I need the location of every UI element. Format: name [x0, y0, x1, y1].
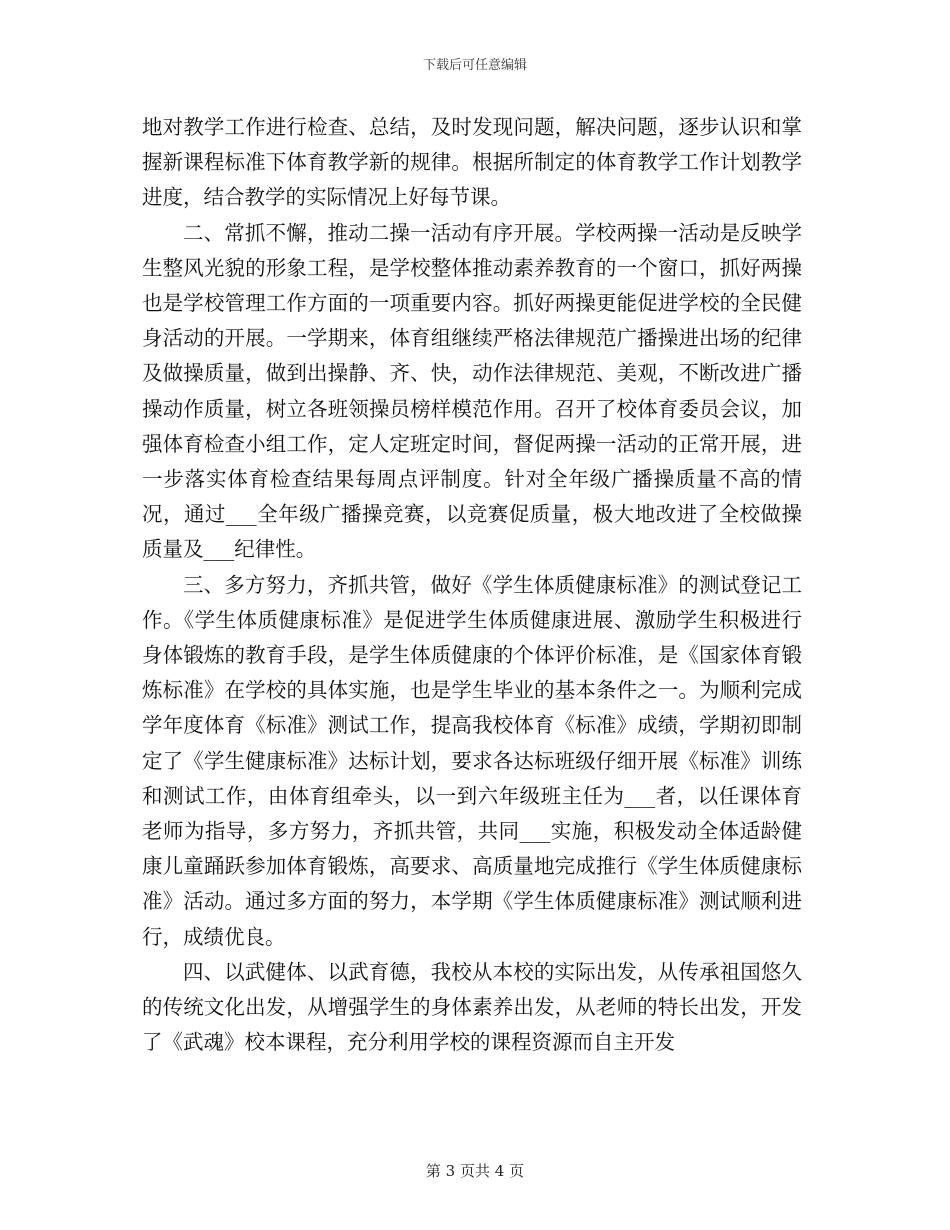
paragraph-section-four: 四、以武健体、以武育德，我校从本校的实际出发，从传承祖国悠久的传统文化出发，从增强学生的身体素养出发，从老师的特长出发，开发了《武魂》校本课程，充分利用学校的课程资源而自主开发	[142, 959, 802, 1055]
paragraph-section-two: 二、常抓不懈，推动二操一活动有序开展。学校两操一活动是反映学生整风光貌的形象工程，是学校整体推动素养教育的一个窗口，抓好两操也是学校管理工作方面的一项重要内容。抓好两操更能促进学校的全民健身活动的开展。一学期来，体育组继续严格法律规范广播操进出场的纪律及做操质量，做到出操静、齐、快，动作法律规范、美观，不断改进广播操动作质量，树立各班领操员榜样模范作用。召开了校体育委员会议，加强体育检查小组工作，定人定班定时间，督促两操一活动的正常开展，进一步落实体育检查结果每周点评制度。针对全年级广播操质量不高的情况，通过___全年级广播操竞赛，以竞赛促质量，极大地改进了全校做操质量及___纪律性。	[142, 220, 802, 562]
paragraph-continued: 地对教学工作进行检查、总结，及时发现问题，解决问题，逐步认识和掌握新课程标准下体育教学新的规律。根据所制定的体育教学工作计划教学进度，结合教学的实际情况上好每节课。	[142, 115, 802, 210]
paragraph-section-three: 三、多方努力，齐抓共管，做好《学生体质健康标准》的测试登记工作。《学生体质健康标准》是促进学生体质健康进展、激励学生积极进行身体锻炼的教育手段，是学生体质健康的个体评价标准，是《国家体育锻炼标准》在学校的具体实施，也是学生毕业的基本条件之一。为顺利完成学年度体育《标准》测试工作，提高我校体育《标准》成绩，学期初即制定了《学生健康标准》达标计划，要求各达标班级仔细开展《标准》训练和测试工作，由体育组牵头，以一到六年级班主任为___者，以任课体育老师为指导，多方努力，齐抓共管，共同___实施，积极发动全体适龄健康儿童踊跃参加体育锻炼，高要求、高质量地完成推行《学生体质健康标准》活动。通过多方面的努力，本学期《学生体质健康标准》测试顺利进行，成绩优良。	[142, 572, 802, 949]
document-body	[142, 110, 802, 1060]
page-header: 下载后可任意编辑	[422, 58, 527, 73]
page-number-footer: 第 3 页共 4 页	[425, 1162, 525, 1180]
